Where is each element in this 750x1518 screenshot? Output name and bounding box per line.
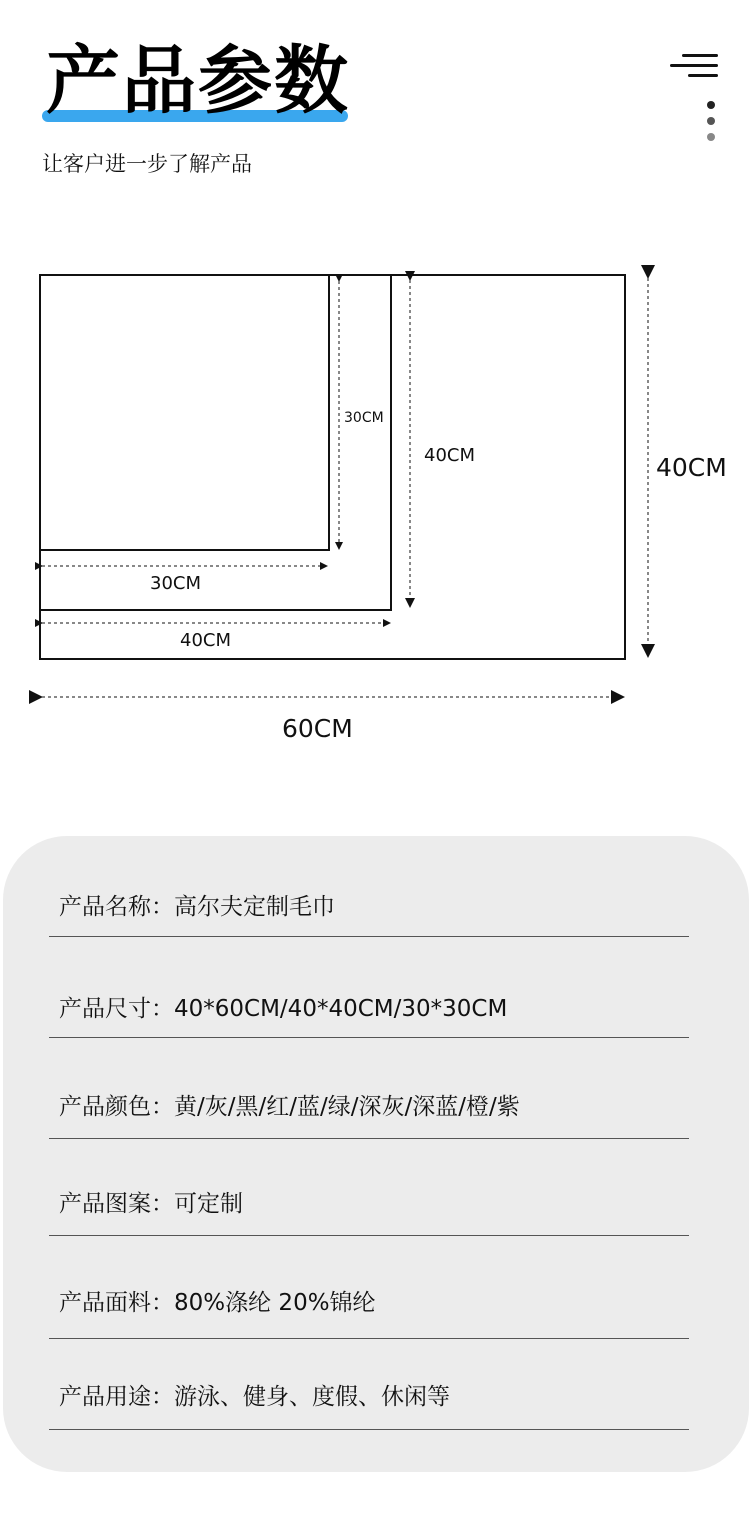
- medium-height-label: 40CM: [424, 445, 476, 466]
- large-width-label: 60CM: [282, 714, 353, 743]
- param-row-fabric: [49, 1235, 689, 1339]
- param-row-size: [49, 936, 689, 1038]
- towel-medium-outline: [40, 275, 391, 610]
- param-usage-text: 产品用途：游泳、健身、度假、休闲等: [59, 1384, 450, 1410]
- small-width-label: 30CM: [150, 573, 202, 594]
- param-color-text: 产品颜色：黄/灰/黑/红/蓝/绿/深灰/深蓝/橙/紫: [59, 1094, 520, 1120]
- towel-small-outline: [40, 275, 329, 550]
- product-params-card: [3, 836, 749, 1472]
- param-row-pattern: [49, 1138, 689, 1236]
- param-row-usage: [49, 1338, 689, 1430]
- page-title-block: [40, 38, 350, 128]
- param-row-name: [49, 836, 689, 937]
- param-fabric-text: 产品面料：80%涤纶 20%锦纶: [59, 1290, 376, 1316]
- small-height-label: 30CM: [344, 410, 384, 426]
- large-height-label: 40CM: [656, 453, 727, 482]
- page-title: 产品参数: [46, 38, 350, 124]
- towel-large-outline: [40, 275, 625, 659]
- param-size-text: 产品尺寸：40*60CM/40*40CM/30*30CM: [59, 996, 508, 1022]
- page-subtitle: 让客户进一步了解产品: [42, 152, 252, 176]
- size-diagram: [0, 260, 750, 760]
- medium-width-label: 40CM: [180, 630, 232, 651]
- param-name-text: 产品名称：高尔夫定制毛巾: [59, 894, 335, 920]
- param-row-color: [49, 1037, 689, 1139]
- hamburger-menu-icon[interactable]: [668, 52, 718, 82]
- param-pattern-text: 产品图案：可定制: [59, 1191, 243, 1217]
